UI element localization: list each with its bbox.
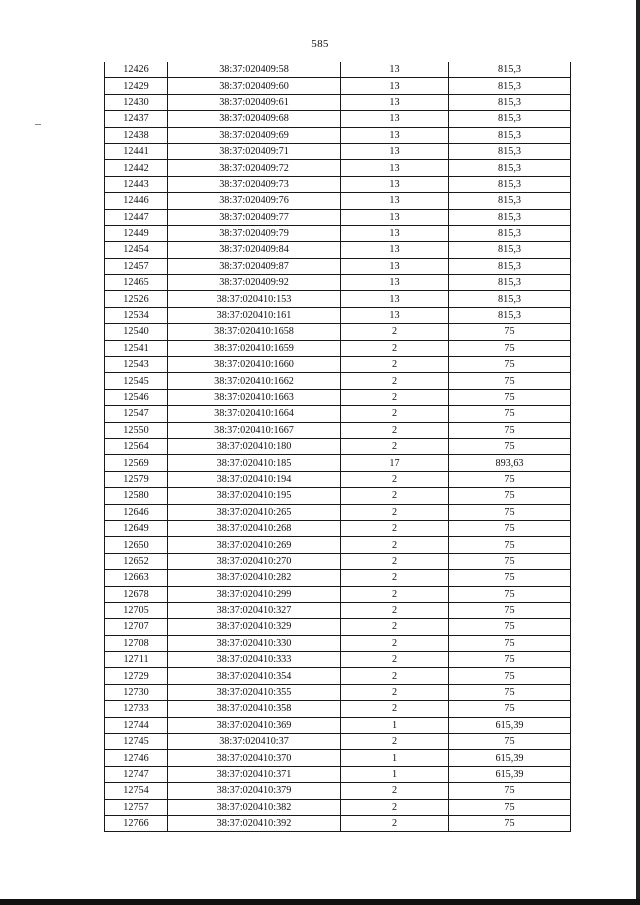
count-cell: 13: [341, 258, 449, 274]
cadastral-number-cell: 38:37:020410:333: [168, 652, 341, 668]
value-cell: 75: [449, 340, 571, 356]
row-number-cell: 12729: [105, 668, 168, 684]
value-cell: 75: [449, 389, 571, 405]
cadastral-number-cell: 38:37:020410:299: [168, 586, 341, 602]
row-number-cell: 12754: [105, 783, 168, 799]
count-cell: 2: [341, 422, 449, 438]
register-table-container: [104, 62, 570, 832]
row-number-cell: 12547: [105, 406, 168, 422]
row-number-cell: 12646: [105, 504, 168, 520]
row-number-cell: 12430: [105, 94, 168, 110]
count-cell: 13: [341, 193, 449, 209]
value-cell: 815,3: [449, 176, 571, 192]
cadastral-number-cell: 38:37:020409:60: [168, 78, 341, 94]
value-cell: 75: [449, 570, 571, 586]
cadastral-number-cell: 38:37:020410:1662: [168, 373, 341, 389]
count-cell: 2: [341, 504, 449, 520]
cadastral-number-cell: 38:37:020410:282: [168, 570, 341, 586]
value-cell: 75: [449, 357, 571, 373]
row-number-cell: 12705: [105, 602, 168, 618]
table-row: [105, 652, 571, 668]
row-number-cell: 12550: [105, 422, 168, 438]
cadastral-number-cell: 38:37:020410:327: [168, 602, 341, 618]
value-cell: 815,3: [449, 275, 571, 291]
value-cell: 75: [449, 799, 571, 815]
value-cell: 615,39: [449, 717, 571, 733]
row-number-cell: 12426: [105, 62, 168, 78]
value-cell: 815,3: [449, 78, 571, 94]
count-cell: 2: [341, 324, 449, 340]
table-row: [105, 488, 571, 504]
cadastral-number-cell: 38:37:020409:79: [168, 225, 341, 241]
table-row: [105, 291, 571, 307]
table-row: [105, 127, 571, 143]
row-number-cell: 12650: [105, 537, 168, 553]
row-number-cell: 12766: [105, 815, 168, 831]
count-cell: 2: [341, 799, 449, 815]
table-row: [105, 553, 571, 569]
cadastral-number-cell: 38:37:020409:76: [168, 193, 341, 209]
cadastral-number-cell: 38:37:020410:355: [168, 684, 341, 700]
value-cell: 75: [449, 668, 571, 684]
count-cell: 2: [341, 389, 449, 405]
value-cell: 75: [449, 373, 571, 389]
table-row: [105, 570, 571, 586]
row-number-cell: 12441: [105, 143, 168, 159]
cadastral-number-cell: 38:37:020409:84: [168, 242, 341, 258]
cadastral-number-cell: 38:37:020410:369: [168, 717, 341, 733]
count-cell: 2: [341, 652, 449, 668]
table-row: [105, 160, 571, 176]
cadastral-number-cell: 38:37:020410:330: [168, 635, 341, 651]
row-number-cell: 12678: [105, 586, 168, 602]
count-cell: 2: [341, 438, 449, 454]
scan-mark: [35, 124, 41, 125]
value-cell: 815,3: [449, 94, 571, 110]
cadastral-number-cell: 38:37:020409:73: [168, 176, 341, 192]
value-cell: 75: [449, 422, 571, 438]
value-cell: 815,3: [449, 242, 571, 258]
scan-edge-right: [636, 0, 640, 905]
table-row: [105, 143, 571, 159]
row-number-cell: 12757: [105, 799, 168, 815]
count-cell: 13: [341, 225, 449, 241]
cadastral-number-cell: 38:37:020410:329: [168, 619, 341, 635]
row-number-cell: 12733: [105, 701, 168, 717]
count-cell: 2: [341, 635, 449, 651]
cadastral-number-cell: 38:37:020410:1660: [168, 357, 341, 373]
table-row: [105, 537, 571, 553]
cadastral-number-cell: 38:37:020410:392: [168, 815, 341, 831]
row-number-cell: 12541: [105, 340, 168, 356]
cadastral-number-cell: 38:37:020410:269: [168, 537, 341, 553]
cadastral-number-cell: 38:37:020410:354: [168, 668, 341, 684]
cadastral-number-cell: 38:37:020410:371: [168, 766, 341, 782]
table-row: [105, 783, 571, 799]
table-row: [105, 406, 571, 422]
value-cell: 815,3: [449, 258, 571, 274]
row-number-cell: 12747: [105, 766, 168, 782]
count-cell: 13: [341, 242, 449, 258]
cadastral-number-cell: 38:37:020410:370: [168, 750, 341, 766]
row-number-cell: 12546: [105, 389, 168, 405]
value-cell: 815,3: [449, 160, 571, 176]
value-cell: 893,63: [449, 455, 571, 471]
cadastral-number-cell: 38:37:020409:71: [168, 143, 341, 159]
row-number-cell: 12465: [105, 275, 168, 291]
value-cell: 75: [449, 520, 571, 536]
table-row: [105, 373, 571, 389]
cadastral-number-cell: 38:37:020410:180: [168, 438, 341, 454]
count-cell: 2: [341, 570, 449, 586]
count-cell: 2: [341, 815, 449, 831]
table-row: [105, 635, 571, 651]
count-cell: 2: [341, 488, 449, 504]
count-cell: 2: [341, 537, 449, 553]
table-row: [105, 668, 571, 684]
cadastral-number-cell: 38:37:020409:61: [168, 94, 341, 110]
value-cell: 75: [449, 635, 571, 651]
table-row: [105, 307, 571, 323]
row-number-cell: 12449: [105, 225, 168, 241]
count-cell: 13: [341, 160, 449, 176]
count-cell: 2: [341, 783, 449, 799]
table-row: [105, 176, 571, 192]
value-cell: 815,3: [449, 62, 571, 78]
table-row: [105, 455, 571, 471]
row-number-cell: 12579: [105, 471, 168, 487]
table-row: [105, 750, 571, 766]
value-cell: 615,39: [449, 766, 571, 782]
value-cell: 75: [449, 684, 571, 700]
count-cell: 13: [341, 307, 449, 323]
count-cell: 13: [341, 62, 449, 78]
table-row: [105, 94, 571, 110]
count-cell: 2: [341, 619, 449, 635]
row-number-cell: 12429: [105, 78, 168, 94]
row-number-cell: 12580: [105, 488, 168, 504]
value-cell: 75: [449, 438, 571, 454]
row-number-cell: 12446: [105, 193, 168, 209]
row-number-cell: 12457: [105, 258, 168, 274]
row-number-cell: 12652: [105, 553, 168, 569]
count-cell: 13: [341, 78, 449, 94]
cadastral-number-cell: 38:37:020409:58: [168, 62, 341, 78]
row-number-cell: 12708: [105, 635, 168, 651]
value-cell: 615,39: [449, 750, 571, 766]
table-row: [105, 225, 571, 241]
cadastral-number-cell: 38:37:020409:68: [168, 111, 341, 127]
value-cell: 815,3: [449, 307, 571, 323]
count-cell: 17: [341, 455, 449, 471]
count-cell: 2: [341, 602, 449, 618]
row-number-cell: 12730: [105, 684, 168, 700]
table-row: [105, 357, 571, 373]
count-cell: 13: [341, 143, 449, 159]
row-number-cell: 12540: [105, 324, 168, 340]
row-number-cell: 12526: [105, 291, 168, 307]
table-row: [105, 242, 571, 258]
value-cell: 75: [449, 324, 571, 340]
count-cell: 2: [341, 553, 449, 569]
row-number-cell: 12545: [105, 373, 168, 389]
cadastral-number-cell: 38:37:020410:1667: [168, 422, 341, 438]
cadastral-number-cell: 38:37:020410:1658: [168, 324, 341, 340]
table-row: [105, 799, 571, 815]
count-cell: 13: [341, 275, 449, 291]
count-cell: 1: [341, 766, 449, 782]
value-cell: 75: [449, 504, 571, 520]
value-cell: 75: [449, 602, 571, 618]
cadastral-number-cell: 38:37:020410:153: [168, 291, 341, 307]
row-number-cell: 12543: [105, 357, 168, 373]
count-cell: 2: [341, 357, 449, 373]
value-cell: 75: [449, 619, 571, 635]
cadastral-number-cell: 38:37:020409:77: [168, 209, 341, 225]
count-cell: 2: [341, 684, 449, 700]
table-row: [105, 258, 571, 274]
count-cell: 13: [341, 94, 449, 110]
row-number-cell: 12649: [105, 520, 168, 536]
row-number-cell: 12437: [105, 111, 168, 127]
row-number-cell: 12746: [105, 750, 168, 766]
count-cell: 2: [341, 471, 449, 487]
row-number-cell: 12442: [105, 160, 168, 176]
value-cell: 75: [449, 815, 571, 831]
value-cell: 75: [449, 783, 571, 799]
count-cell: 1: [341, 750, 449, 766]
value-cell: 75: [449, 488, 571, 504]
count-cell: 13: [341, 127, 449, 143]
count-cell: 13: [341, 291, 449, 307]
cadastral-number-cell: 38:37:020410:1659: [168, 340, 341, 356]
cadastral-number-cell: 38:37:020410:379: [168, 783, 341, 799]
cadastral-number-cell: 38:37:020410:268: [168, 520, 341, 536]
table-row: [105, 62, 571, 78]
cadastral-number-cell: 38:37:020410:382: [168, 799, 341, 815]
count-cell: 13: [341, 209, 449, 225]
table-row: [105, 520, 571, 536]
value-cell: 815,3: [449, 127, 571, 143]
count-cell: 2: [341, 406, 449, 422]
table-row: [105, 602, 571, 618]
cadastral-number-cell: 38:37:020410:185: [168, 455, 341, 471]
table-row: [105, 701, 571, 717]
count-cell: 13: [341, 176, 449, 192]
cadastral-number-cell: 38:37:020410:358: [168, 701, 341, 717]
value-cell: 75: [449, 701, 571, 717]
value-cell: 815,3: [449, 111, 571, 127]
table-row: [105, 389, 571, 405]
count-cell: 2: [341, 586, 449, 602]
table-row: [105, 504, 571, 520]
count-cell: 2: [341, 701, 449, 717]
row-number-cell: 12745: [105, 734, 168, 750]
table-row: [105, 324, 571, 340]
count-cell: 2: [341, 373, 449, 389]
cadastral-number-cell: 38:37:020410:161: [168, 307, 341, 323]
cadastral-number-cell: 38:37:020410:265: [168, 504, 341, 520]
value-cell: 75: [449, 553, 571, 569]
row-number-cell: 12564: [105, 438, 168, 454]
table-row: [105, 340, 571, 356]
table-row: [105, 193, 571, 209]
row-number-cell: 12711: [105, 652, 168, 668]
value-cell: 815,3: [449, 209, 571, 225]
cadastral-number-cell: 38:37:020410:1663: [168, 389, 341, 405]
table-row: [105, 275, 571, 291]
value-cell: 815,3: [449, 193, 571, 209]
cadastral-number-cell: 38:37:020410:270: [168, 553, 341, 569]
table-row: [105, 815, 571, 831]
cadastral-number-cell: 38:37:020409:72: [168, 160, 341, 176]
row-number-cell: 12438: [105, 127, 168, 143]
table-row: [105, 717, 571, 733]
cadastral-number-cell: 38:37:020410:1664: [168, 406, 341, 422]
cadastral-number-cell: 38:37:020409:87: [168, 258, 341, 274]
table-row: [105, 586, 571, 602]
value-cell: 75: [449, 406, 571, 422]
count-cell: 2: [341, 734, 449, 750]
cadastral-number-cell: 38:37:020409:69: [168, 127, 341, 143]
count-cell: 2: [341, 520, 449, 536]
row-number-cell: 12443: [105, 176, 168, 192]
value-cell: 815,3: [449, 143, 571, 159]
cadastral-number-cell: 38:37:020410:194: [168, 471, 341, 487]
value-cell: 75: [449, 471, 571, 487]
table-row: [105, 78, 571, 94]
cadastral-number-cell: 38:37:020409:92: [168, 275, 341, 291]
table-row: [105, 422, 571, 438]
count-cell: 1: [341, 717, 449, 733]
value-cell: 815,3: [449, 225, 571, 241]
row-number-cell: 12534: [105, 307, 168, 323]
table-row: [105, 684, 571, 700]
value-cell: 75: [449, 586, 571, 602]
count-cell: 13: [341, 111, 449, 127]
cadastral-number-cell: 38:37:020410:195: [168, 488, 341, 504]
table-row: [105, 471, 571, 487]
table-row: [105, 766, 571, 782]
page-number: 585: [311, 38, 329, 50]
value-cell: 815,3: [449, 291, 571, 307]
count-cell: 2: [341, 340, 449, 356]
table-row: [105, 209, 571, 225]
register-table: [104, 62, 571, 832]
row-number-cell: 12707: [105, 619, 168, 635]
scan-edge-bottom: [0, 899, 640, 905]
table-row: [105, 438, 571, 454]
register-table-body: [105, 62, 571, 832]
row-number-cell: 12454: [105, 242, 168, 258]
cadastral-number-cell: 38:37:020410:37: [168, 734, 341, 750]
row-number-cell: 12447: [105, 209, 168, 225]
row-number-cell: 12569: [105, 455, 168, 471]
table-row: [105, 619, 571, 635]
value-cell: 75: [449, 652, 571, 668]
row-number-cell: 12744: [105, 717, 168, 733]
value-cell: 75: [449, 734, 571, 750]
count-cell: 2: [341, 668, 449, 684]
row-number-cell: 12663: [105, 570, 168, 586]
table-row: [105, 111, 571, 127]
value-cell: 75: [449, 537, 571, 553]
table-row: [105, 734, 571, 750]
